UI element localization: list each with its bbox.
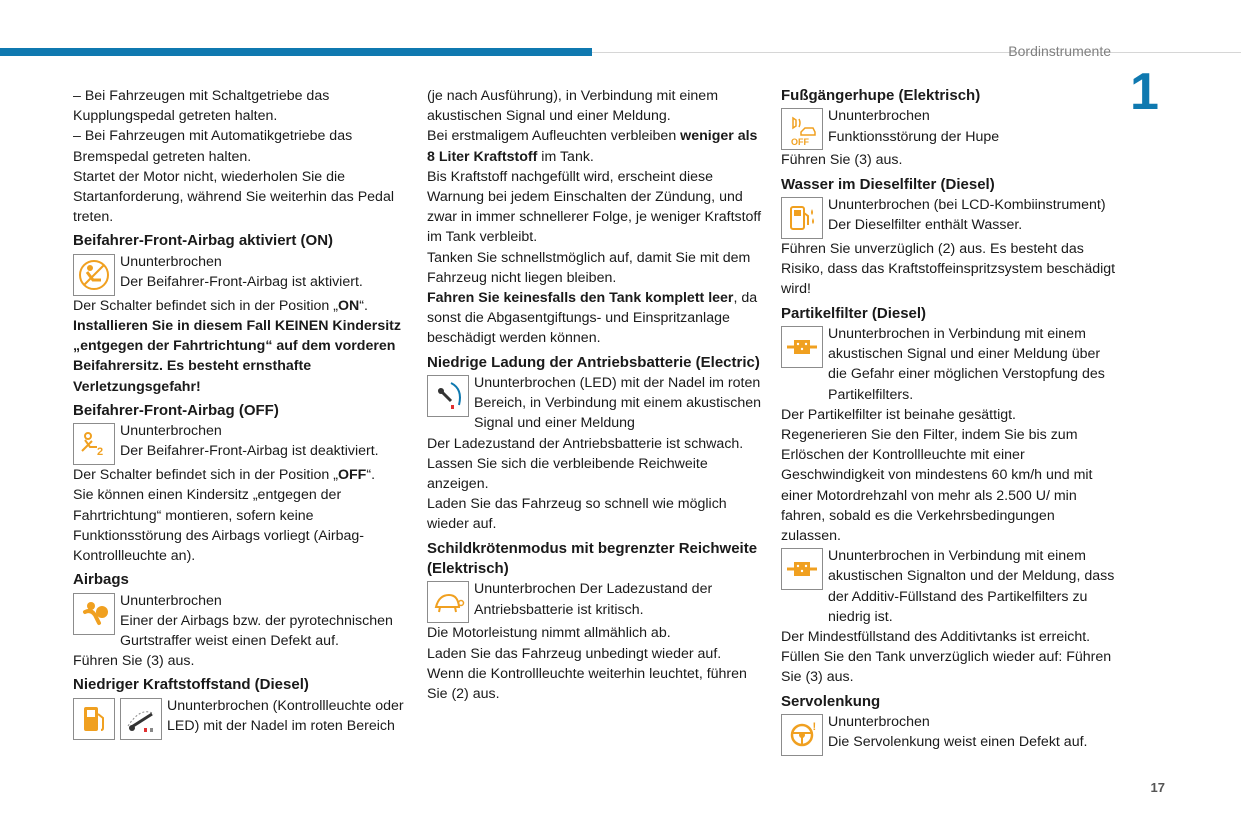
indicator-airbag-on [73, 252, 408, 296]
svg-text:OFF: OFF [791, 137, 809, 147]
indicator-description: Der Dieselfilter enthält Wasser. [828, 217, 1023, 234]
paragraph: Der Schalter befindet sich in der Position „OFF“. [73, 467, 376, 484]
heading-turtle-mode: Schildkrötenmodus mit begrenzter Reichweite (Elektrisch) [427, 539, 758, 578]
paragraph: Laden Sie das Fahrzeug unbedingt wieder auf. [427, 645, 722, 662]
section-title: Bordinstrumente [1008, 43, 1111, 59]
indicator-description: Ununterbrochen (Kontrollleuchte oder LED) mit der Nadel im roten Bereich [167, 697, 404, 735]
passenger-airbag-off-icon [73, 423, 115, 465]
indicator-description: Der Beifahrer-Front-Airbag ist aktiviert. [120, 274, 363, 291]
airbag-icon [73, 593, 115, 635]
indicator-pedestrian-horn [781, 106, 1116, 150]
heading-low-fuel: Niedriger Kraftstoffstand (Diesel) [73, 676, 309, 694]
indicator-turtle [427, 579, 762, 623]
power-steering-icon [781, 714, 823, 756]
column-3 [781, 86, 1116, 756]
paragraph: Wenn die Kontrollleuchte weiterhin leuchtet, führen Sie (2) aus. [427, 665, 747, 703]
indicator-description: Ununterbrochen Der Ladezustand der Antriebsbatterie ist kritisch. [474, 581, 713, 618]
indicator-description: Ununterbrochen in Verbindung mit einem akustischen Signal und einer Meldung über die Gefahr einer möglichen Verstopfung des Partikelfilters. [828, 326, 1105, 403]
paragraph: Führen Sie (3) aus. [73, 653, 195, 670]
header-rule [592, 52, 1241, 53]
paragraph: Der Schalter befindet sich in der Position „ON“. [73, 297, 368, 314]
indicator-description: Ununterbrochen in Verbindung mit einem akustischen Signalton und der Meldung, dass der Additiv-Füllstand des Partikelfilters zu niedrig ist. [828, 548, 1115, 625]
paragraph: Der Ladezustand der Antriebsbatterie ist schwach. [427, 435, 744, 452]
svg-text:2: 2 [97, 446, 104, 459]
heading-airbag-off: Beifahrer-Front-Airbag (OFF) [73, 401, 279, 419]
heading-water-diesel: Wasser im Dieselfilter (Diesel) [781, 175, 995, 193]
paragraph: Bis Kraftstoff nachgefüllt wird, erscheint diese Warnung bei jedem Einschalten der Zündung, und zwar in immer schnellerer Folge, je weniger Kraftstoff im Tank verbleibt. [427, 168, 762, 246]
indicator-airbags [73, 591, 408, 652]
indicator-state: Ununterbrochen [828, 714, 930, 731]
svg-text:!: ! [812, 721, 817, 734]
particle-filter-additive-icon [781, 548, 823, 590]
column-1 [73, 86, 408, 740]
paragraph: Lassen Sie sich die verbleibende Reichweite anzeigen. [427, 455, 708, 493]
paragraph: (je nach Ausführung), in Verbindung mit einem akustischen Signal und einer Meldung. [427, 88, 719, 125]
paragraph: Laden Sie das Fahrzeug so schnell wie möglich wieder auf. [427, 496, 727, 533]
heading-airbag-on: Beifahrer-Front-Airbag aktiviert (ON) [73, 232, 334, 250]
heading-power-steering: Servolenkung [781, 692, 881, 710]
heading-pedestrian-horn: Fußgängerhupe (Elektrisch) [781, 87, 981, 104]
heading-airbags: Airbags [73, 571, 129, 589]
indicator-state: Ununterbrochen (bei LCD-Kombiinstrument) [828, 197, 1106, 214]
indicator-state: Ununterbrochen [120, 253, 222, 270]
indicator-airbag-off [73, 421, 408, 465]
paragraph: Der Partikelfilter ist beinahe gesättigt. [781, 406, 1016, 423]
paragraph: Sie können einen Kindersitz „entgegen der Fahrtrichtung“ montieren, sofern keine Funktionsstörung des Airbags vorliegt (Airbag-Kontrollleuchte an). [73, 487, 364, 565]
heading-battery: Niedrige Ladung der Antriebsbatterie (Electric) [427, 353, 760, 371]
fuel-pump-icon [73, 698, 115, 740]
page-number: 17 [1150, 780, 1165, 795]
paragraph: Führen Sie (3) aus. [781, 152, 903, 169]
fuel-gauge-icon [120, 698, 162, 740]
paragraph: Startet der Motor nicht, wiederholen Sie die Startanforderung, während Sie weiterhin das Pedal treten. [73, 168, 394, 226]
indicator-particle-filter [781, 324, 1116, 405]
paragraph: – Bei Fahrzeugen mit Automatikgetriebe das Bremspedal getreten halten. [73, 128, 353, 165]
paragraph: Führen Sie unverzüglich (2) aus. Es besteht das Risiko, dass das Kraftstoffeinspritzsystem beschädigt wird! [781, 241, 1116, 298]
battery-gauge-icon [427, 375, 469, 417]
paragraph: Der Mindestfüllstand des Additivtanks ist erreicht. [781, 629, 1091, 646]
pedestrian-horn-off-icon [781, 108, 823, 150]
indicator-state: Ununterbrochen [120, 423, 222, 440]
indicator-description: Der Beifahrer-Front-Airbag ist deaktiviert. [120, 443, 379, 460]
chapter-number: 1 [1130, 63, 1159, 121]
indicator-description: Funktionsstörung der Hupe [828, 128, 1000, 145]
header-accent-bar [0, 48, 592, 56]
paragraph: Die Motorleistung nimmt allmählich ab. [427, 625, 671, 642]
indicator-water-diesel [781, 195, 1116, 239]
turtle-icon [427, 581, 469, 623]
indicator-power-steering [781, 712, 1116, 756]
indicator-battery [427, 373, 762, 434]
paragraph: Füllen Sie den Tank unverzüglich wieder auf: Führen Sie (3) aus. [781, 649, 1112, 686]
paragraph: Regenerieren Sie den Filter, indem Sie bis zum Erlöschen der Kontrollleuchte mit einer Geschwindigkeit von mindestens 60 km/h und mit einer Motordrehzahl von mehr als 2.500 U/ min fahren, sobald es die Verkehrsbedingungen zulassen. [781, 427, 1093, 545]
particle-filter-icon [781, 326, 823, 368]
paragraph: – Bei Fahrzeugen mit Schaltgetriebe das Kupplungspedal getreten halten. [73, 88, 330, 125]
passenger-airbag-on-icon [73, 254, 115, 296]
warning-text: Installieren Sie in diesem Fall KEINEN Kindersitz „entgegen der Fahrtrichtung“ auf dem vorderen Beifahrersitz. Es besteht ernsthafte Verletzungsgefahr! [73, 318, 401, 395]
paragraph: Tanken Sie schnellstmöglich auf, damit Sie mit dem Fahrzeug nicht liegen bleiben. [427, 249, 751, 286]
indicator-description: Ununterbrochen (LED) mit der Nadel im roten Bereich, in Verbindung mit einem akustischen Signal und einer Meldung [474, 375, 762, 432]
water-in-diesel-icon [781, 197, 823, 239]
column-2 [427, 86, 762, 704]
indicator-particle-filter-additive [781, 546, 1116, 627]
heading-particle-filter: Partikelfilter (Diesel) [781, 304, 927, 322]
indicator-description: Einer der Airbags bzw. der pyrotechnischen Gurtstraffer weist einen Defekt auf. [120, 612, 393, 650]
indicator-state: Ununterbrochen [120, 592, 222, 609]
indicator-state: Ununterbrochen [828, 108, 930, 125]
indicator-description: Die Servolenkung weist einen Defekt auf. [828, 734, 1088, 751]
indicator-low-fuel [73, 696, 408, 740]
paragraph: Fahren Sie keinesfalls den Tank komplett leer, da sonst die Abgasentgiftungs- und Einspritzanlage beschädigt werden können. [427, 290, 758, 347]
paragraph: Bei erstmaligem Aufleuchten verbleiben weniger als 8 Liter Kraftstoff im Tank. [427, 128, 758, 165]
